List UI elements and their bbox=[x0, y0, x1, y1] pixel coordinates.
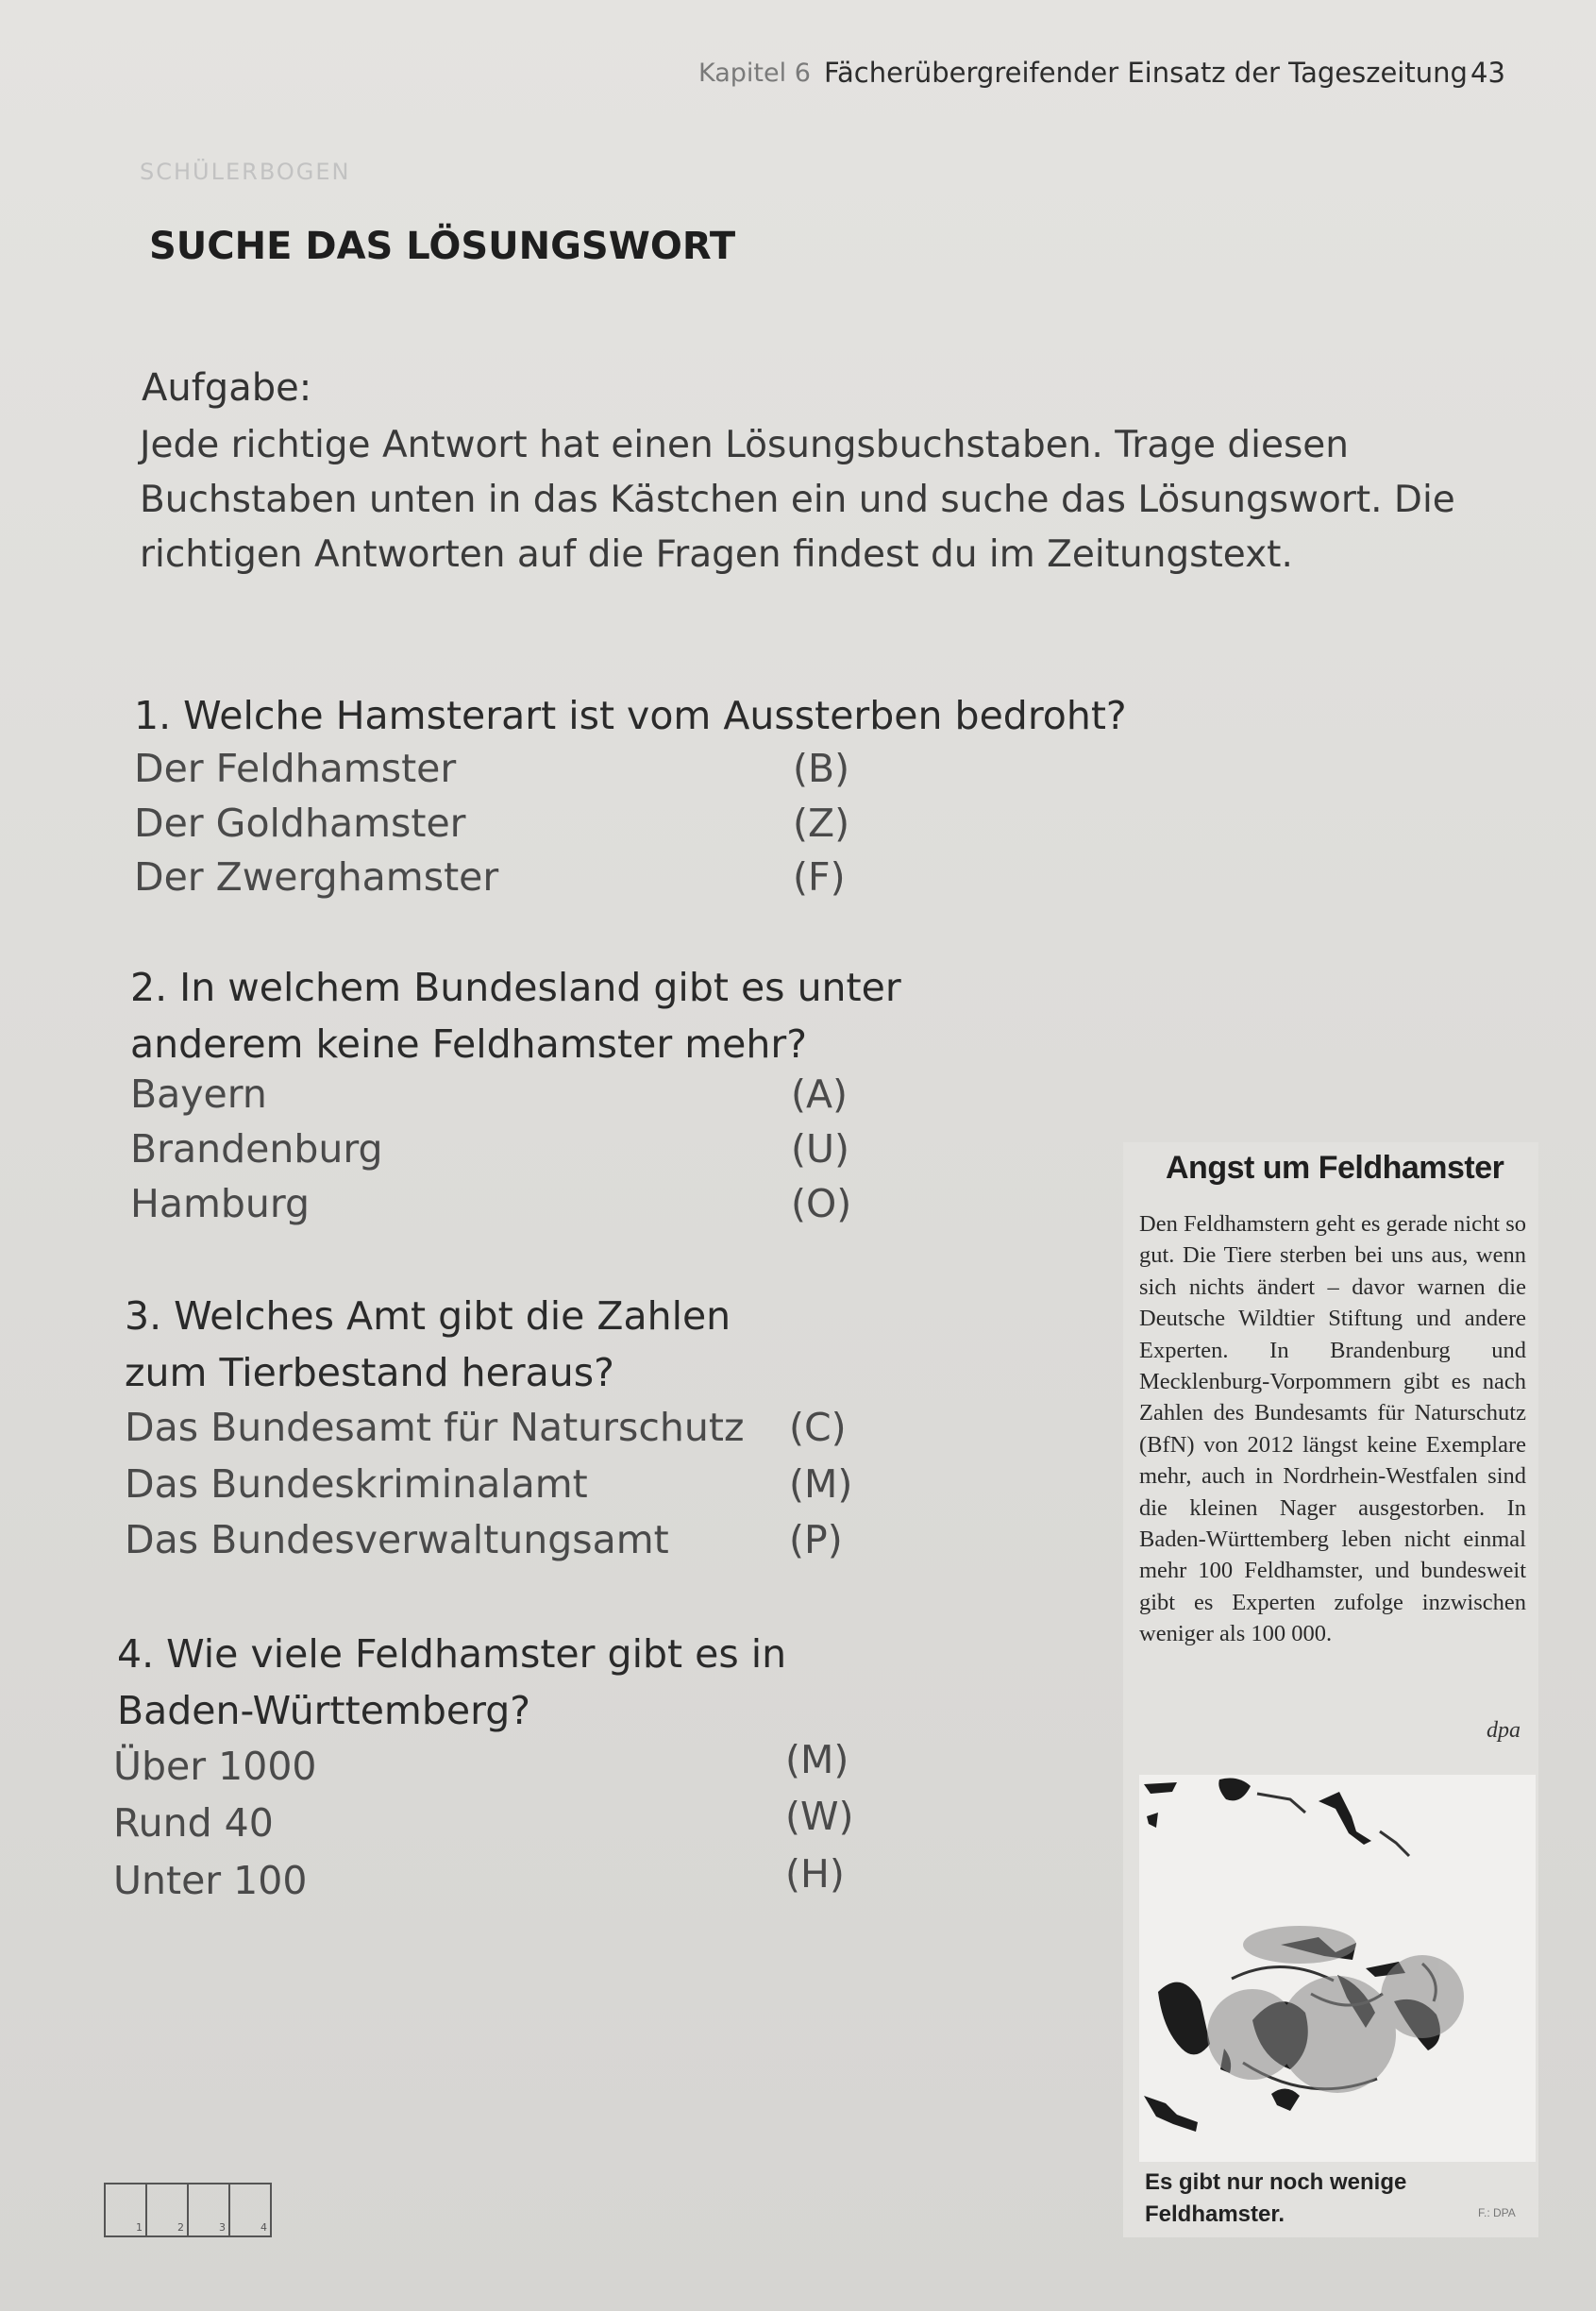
answer-boxes bbox=[104, 2183, 270, 2237]
answer-box-number: 4 bbox=[260, 2221, 267, 2234]
chapter-title: Fächerübergreifender Einsatz der Tageszeitung bbox=[824, 57, 1468, 89]
answer-option: Der Zwerghamster bbox=[134, 854, 499, 900]
answer-letter: (W) bbox=[785, 1794, 854, 1839]
answer-letter: (A) bbox=[791, 1071, 848, 1117]
page-number: 43 bbox=[1470, 57, 1505, 89]
article-source: dpa bbox=[1487, 1718, 1520, 1743]
answer-letter: (P) bbox=[789, 1517, 843, 1562]
answer-option: Unter 100 bbox=[113, 1858, 308, 1903]
chapter-label: Kapitel 6 bbox=[698, 59, 811, 88]
question-2: 2. In welchem Bundesland gibt es unter anderem keine Feldhamster mehr? bbox=[130, 965, 901, 1067]
answer-option: Der Feldhamster bbox=[134, 746, 457, 791]
answer-letter: (M) bbox=[789, 1461, 853, 1507]
answer-box-4[interactable] bbox=[228, 2183, 272, 2237]
answer-option: Brandenburg bbox=[130, 1126, 383, 1172]
question-4: 4. Wie viele Feldhamster gibt es in Baden-Württemberg? bbox=[117, 1631, 787, 1733]
task-text: Jede richtige Antwort hat einen Lösungsbuchstaben. Trage diesen Buchstaben unten in das Kästchen ein und suche das Lösungswort. Die richtigen Antworten auf die Fragen findest du im Zeitungstext. bbox=[140, 424, 1455, 576]
answer-box-2[interactable] bbox=[145, 2183, 189, 2237]
answer-box-number: 2 bbox=[177, 2221, 184, 2234]
answer-box-number: 3 bbox=[219, 2221, 226, 2234]
photo-caption: Es gibt nur noch wenige Feldhamster. bbox=[1145, 2169, 1407, 2227]
answer-option: Das Bundesamt für Naturschutz bbox=[125, 1405, 745, 1450]
answer-letter: (C) bbox=[789, 1405, 847, 1450]
answer-option: Das Bundeskriminalamt bbox=[125, 1461, 588, 1507]
answer-option: Der Goldhamster bbox=[134, 801, 466, 846]
answer-option: Das Bundesverwaltungsamt bbox=[125, 1517, 669, 1562]
task-heading: Aufgabe: bbox=[142, 366, 312, 410]
answer-letter: (U) bbox=[791, 1126, 850, 1172]
answer-option: Rund 40 bbox=[113, 1800, 274, 1846]
answer-box-3[interactable] bbox=[187, 2183, 230, 2237]
answer-letter: (F) bbox=[793, 854, 846, 900]
question-1: 1. Welche Hamsterart ist vom Aussterben bedroht? bbox=[134, 693, 1127, 738]
answer-letter: (Z) bbox=[793, 801, 850, 846]
answer-option: Bayern bbox=[130, 1071, 267, 1117]
page-title: SUCHE DAS LÖSUNGSWORT bbox=[149, 225, 736, 268]
answer-letter: (O) bbox=[791, 1181, 852, 1226]
answer-option: Über 1000 bbox=[113, 1744, 317, 1789]
answer-box-number: 1 bbox=[136, 2221, 143, 2234]
answer-option: Hamburg bbox=[130, 1181, 311, 1226]
hamster-photo-icon bbox=[1139, 1775, 1536, 2162]
answer-letter: (B) bbox=[793, 746, 850, 791]
worksheet-label: SCHÜLERBOGEN bbox=[140, 159, 351, 185]
question-3: 3. Welches Amt gibt die Zahlen zum Tierbestand heraus? bbox=[125, 1293, 731, 1395]
answer-letter: (M) bbox=[785, 1737, 849, 1782]
article-text: Den Feldhamstern geht es gerade nicht so gut. Die Tiere sterben bei uns aus, wenn sich nichts ändert – davor warnen die Deutsche Wildtier Stiftung und andere Experten. In Brandenburg und Mecklenburg-Vorpommern gibt es nach Zahlen des Bundesamts für Naturschutz (BfN) von 2012 längst keine Exemplare mehr, auch in Nordrhein-Westfalen sind die kleinen Nager ausgestorben. In Baden-Württemberg leben nicht einmal mehr 100 Feldhamster, und bundesweit gibt es Experten zufolge inzwischen weniger als 100 000. bbox=[1139, 1211, 1526, 1647]
answer-letter: (H) bbox=[785, 1851, 845, 1897]
photo-credit: F.: DPA bbox=[1478, 2206, 1516, 2219]
answer-box-1[interactable] bbox=[104, 2183, 147, 2237]
article-title: Angst um Feldhamster bbox=[1166, 1150, 1504, 1186]
